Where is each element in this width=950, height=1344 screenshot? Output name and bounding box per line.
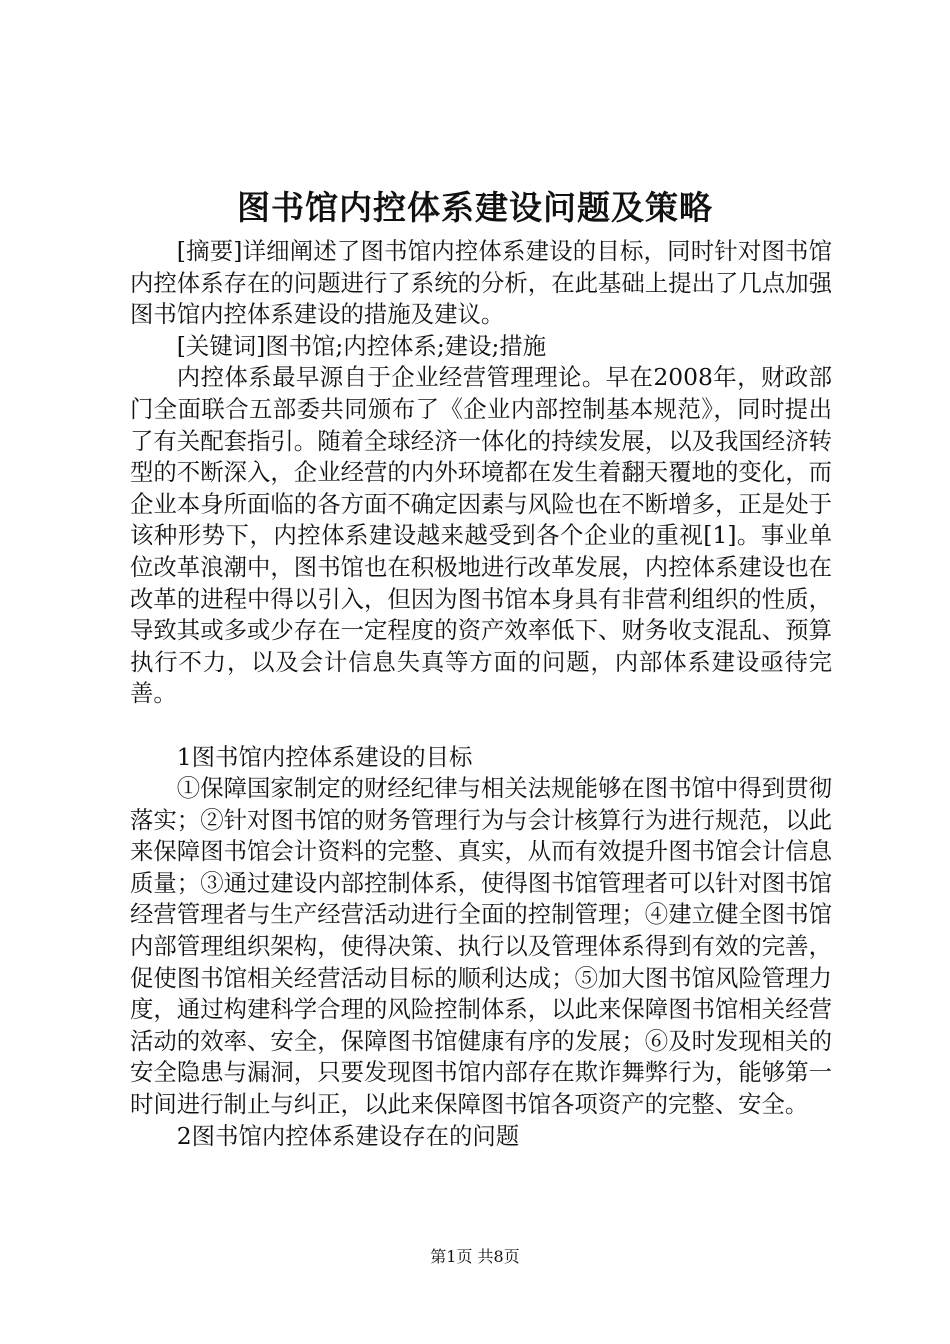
section-heading-2: 2图书馆内控体系建设存在的问题 (176, 1121, 520, 1150)
abstract-paragraph: [摘要]详细阐述了图书馆内控体系建设的目标，同时针对图书馆内控体系存在的问题进行了系统的分析，在此基础上提出了几点加强图书馆内控体系建设的措施及建议。 (130, 237, 832, 329)
paragraph-spacer (130, 710, 832, 742)
section-1-paragraph: ①保障国家制定的财经纪律与相关法规能够在图书馆中得到贯彻落实；②针对图书馆的财务管理行为与会计核算行为进行规范，以此来保障图书馆会计资料的完整、真实，从而有效提升图书馆会计信息质量；③通过建设内部控制体系，使得图书馆管理者可以针对图书馆经营管理者与生产经营活动进行全面的控制管理；④建立健全图书馆内部管理组织架构，使得决策、执行以及管理体系得到有效的完善，促使图书馆相关经营活动目标的顺利达成；⑤加大图书馆风险管理力度，通过构建科学合理的风险控制体系，以此来保障图书馆相关经营活动的效率、安全，保障图书馆健康有序的发展；⑥及时发现相关的安全隐患与漏洞，只要发现图书馆内部存在欺诈舞弊行为，能够第一时间进行制止与纠正，以此来保障图书馆各项资产的完整、安全。 (130, 774, 832, 1119)
page-number-footer: 第1页 共8页 (430, 1247, 520, 1266)
intro-paragraph: 内控体系最早源自于企业经营管理理论。早在2008年，财政部门全面联合五部委共同颁布了《企业内部控制基本规范》，同时提出了有关配套指引。随着全球经济一体化的持续发展，以及我国经济转型的不断深入，企业经营的内外环境都在发生着翻天覆地的变化，而企业本身所面临的各方面不确定因素与风险也在不断增多，正是处于该种形势下，内控体系建设越来越受到各个企业的重视[1]。事业单位改革浪潮中，图书馆也在积极地进行改革发展，内控体系建设也在改革的进程中得以引入，但因为图书馆本身具有非营利组织的性质，导致其或多或少存在一定程度的资产效率低下、财务收支混乱、预算执行不力，以及会计信息失真等方面的问题，内部体系建设亟待完善。 (130, 363, 832, 708)
keywords-paragraph: [关键词]图书馆;内控体系;建设;措施 (176, 331, 547, 360)
document-body (130, 236, 832, 1152)
document-title: 图书馆内控体系建设问题及策略 (237, 188, 713, 227)
section-heading-1: 1图书馆内控体系建设的目标 (176, 742, 473, 771)
